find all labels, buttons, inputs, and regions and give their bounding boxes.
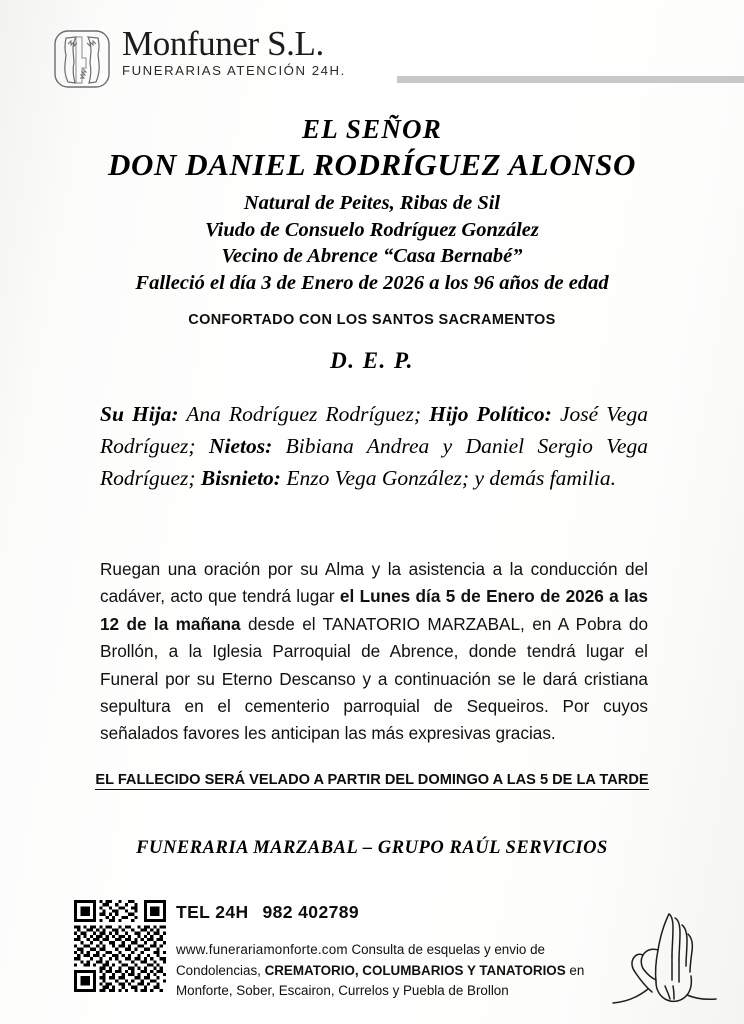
funeral-provider: FUNERARIA MARZABAL – GRUPO RAÚL SERVICIOS bbox=[136, 838, 608, 858]
widower-line: Viudo de Consuelo Rodríguez González bbox=[205, 218, 539, 241]
origin-line: Natural de Peites, Ribas de Sil bbox=[243, 192, 501, 214]
brand-name: Monfuner S.L. bbox=[122, 24, 324, 63]
son-in-law-names: José Vega Rodríguez; bbox=[100, 402, 649, 458]
document-header bbox=[52, 26, 712, 106]
sacraments-line: CONFORTADO CON LOS SANTOS SACRAMENTOS bbox=[188, 312, 556, 328]
son-in-law-label: Hijo Político: bbox=[429, 402, 552, 426]
grandchildren-names: Bibiana Andrea y Daniel Sergio Vega Rodríguez; bbox=[100, 434, 649, 490]
phone-number[interactable]: 982 402789 bbox=[262, 902, 359, 922]
great-grandchild-label: Bisnieto: bbox=[200, 466, 281, 490]
brand-text bbox=[122, 26, 346, 78]
footer-services-text bbox=[176, 940, 606, 1002]
vigil-notice-text: EL FALLECIDO SERÁ VELADO A PARTIR DEL DOMINGO A LAS 5 DE LA TARDE bbox=[95, 772, 649, 788]
website-link[interactable]: www.funerariamonforte.com bbox=[176, 942, 348, 957]
services-text-bold: CREMATORIO, COLUMBARIOS Y TANATORIOS bbox=[264, 962, 566, 978]
daughter-label: Su Hija: bbox=[100, 402, 179, 426]
praying-hands-icon bbox=[612, 898, 730, 1014]
residence-line: Vecino de Abrence “Casa Bernabé” bbox=[221, 245, 523, 267]
header-divider bbox=[397, 76, 744, 83]
body-part-2: desde el TANATORIO MARZABAL, en A Pobra do Brollón, a la Iglesia Parroquial de Abrence, donde tendrá lugar el Funeral por su Eterno Descanso y a continuación se le dará cristiana sepultura en el cementerio parroquial de Sequeiros. Por cuyos señalados favores les anticipan las más expresivas gracias. bbox=[100, 613, 648, 744]
phone-label: TEL 24H bbox=[176, 902, 249, 922]
great-grandchild-names: Enzo Vega González; bbox=[286, 466, 470, 490]
services-text-2: en Monforte, Sober, Escairon, Currelos y Puebla de Brollon bbox=[176, 962, 585, 998]
deceased-title-block bbox=[0, 114, 744, 296]
phone-line bbox=[176, 902, 359, 923]
dep-line: D. E. P. bbox=[330, 348, 414, 373]
services-text-1: Consulta de esquelas y envio de Condolencias, bbox=[176, 942, 545, 978]
service-details-paragraph bbox=[100, 556, 648, 748]
honorific: EL SEÑOR bbox=[302, 114, 442, 144]
qr-code[interactable] bbox=[74, 900, 166, 992]
brand-subtitle: FUNERARIAS ATENCIÓN 24H. bbox=[122, 63, 346, 78]
deceased-name: DON DANIEL RODRÍGUEZ ALONSO bbox=[107, 147, 637, 182]
vigil-notice bbox=[0, 772, 744, 788]
body-part-1: Ruegan una oración por su Alma y la asistencia a la conducción del cadáver, acto que tendrá lugar bbox=[100, 559, 648, 607]
death-date-line: Falleció el día 3 de Enero de 2026 a los 96 años de edad bbox=[135, 271, 609, 294]
grandchildren-label: Nietos: bbox=[208, 434, 273, 458]
family-closing: y demás familia. bbox=[474, 466, 616, 490]
document-footer bbox=[0, 896, 744, 1024]
daughter-names: Ana Rodríguez Rodríguez; bbox=[186, 402, 422, 426]
monfuner-emblem-icon bbox=[52, 28, 112, 90]
service-datetime: el Lunes día 5 de Enero de 2026 a las 12 de la mañana bbox=[100, 586, 648, 634]
family-list bbox=[100, 398, 648, 494]
